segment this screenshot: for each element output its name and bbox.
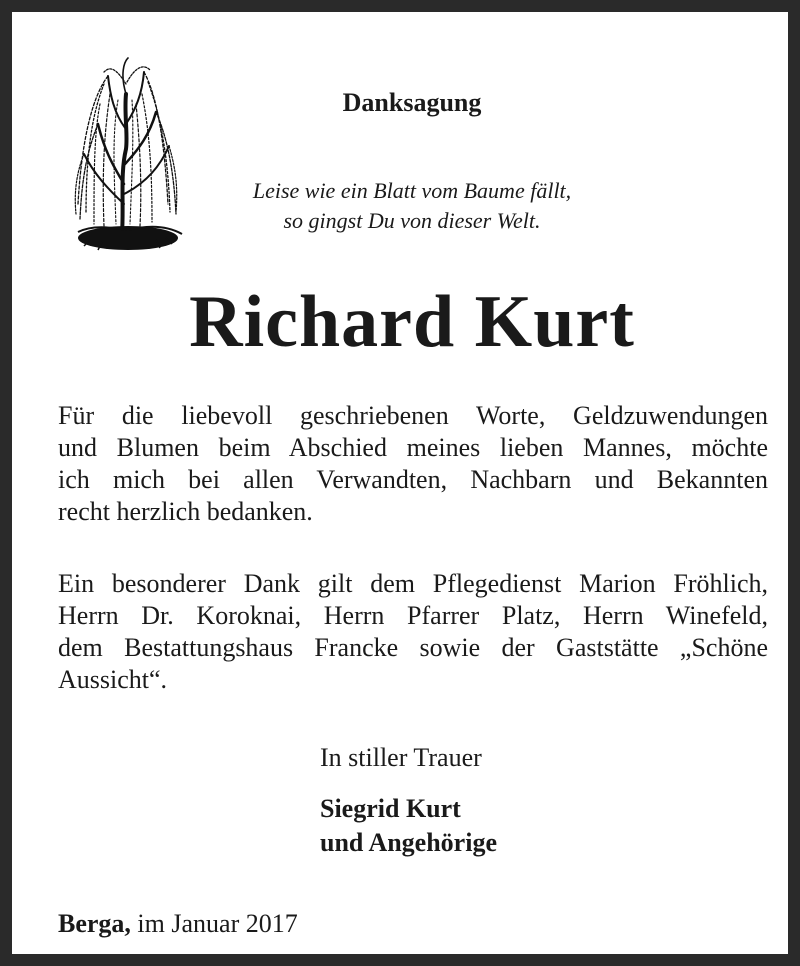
- date-text: im Januar 2017: [137, 909, 298, 938]
- paragraph-line: Für die liebevoll geschriebenen Worte, Geldzuwendungen: [58, 401, 768, 430]
- paragraph-line: ich mich bei allen Verwandten, Nachbarn und Bekannten: [58, 465, 768, 494]
- paragraph-line: Ein besonderer Dank gilt dem Pflegedienst Marion Fröhlich,: [58, 569, 768, 598]
- verse-line: so gingst Du von dieser Welt.: [283, 208, 541, 233]
- paragraph-line: und Blumen beim Abschied meines lieben Mannes, möchte: [58, 433, 768, 462]
- paragraph-line: Aussicht“.: [58, 665, 168, 694]
- notice-heading: Danksagung: [342, 88, 482, 117]
- memorial-verse: [212, 176, 612, 236]
- signer-line: und Angehörige: [320, 828, 497, 857]
- weeping-willow-icon: [64, 54, 189, 264]
- signers: [320, 792, 497, 860]
- paragraph-line: Herrn Dr. Koroknai, Herrn Pfarrer Platz, Herrn Winefeld,: [58, 601, 768, 630]
- place-name: Berga,: [58, 909, 131, 938]
- place-and-date: [58, 908, 298, 940]
- paragraph-line: recht herzlich bedanken.: [58, 497, 313, 526]
- closing-phrase: In stiller Trauer: [320, 743, 482, 772]
- special-thanks-paragraph: [58, 568, 768, 696]
- deceased-name: Richard Kurt: [189, 281, 635, 363]
- thanks-paragraph: [58, 400, 768, 528]
- verse-line: Leise wie ein Blatt vom Baume fällt,: [252, 178, 572, 203]
- signer-line: Siegrid Kurt: [320, 794, 461, 823]
- paragraph-line: dem Bestattungshaus Francke sowie der Gaststätte „Schöne: [58, 633, 768, 662]
